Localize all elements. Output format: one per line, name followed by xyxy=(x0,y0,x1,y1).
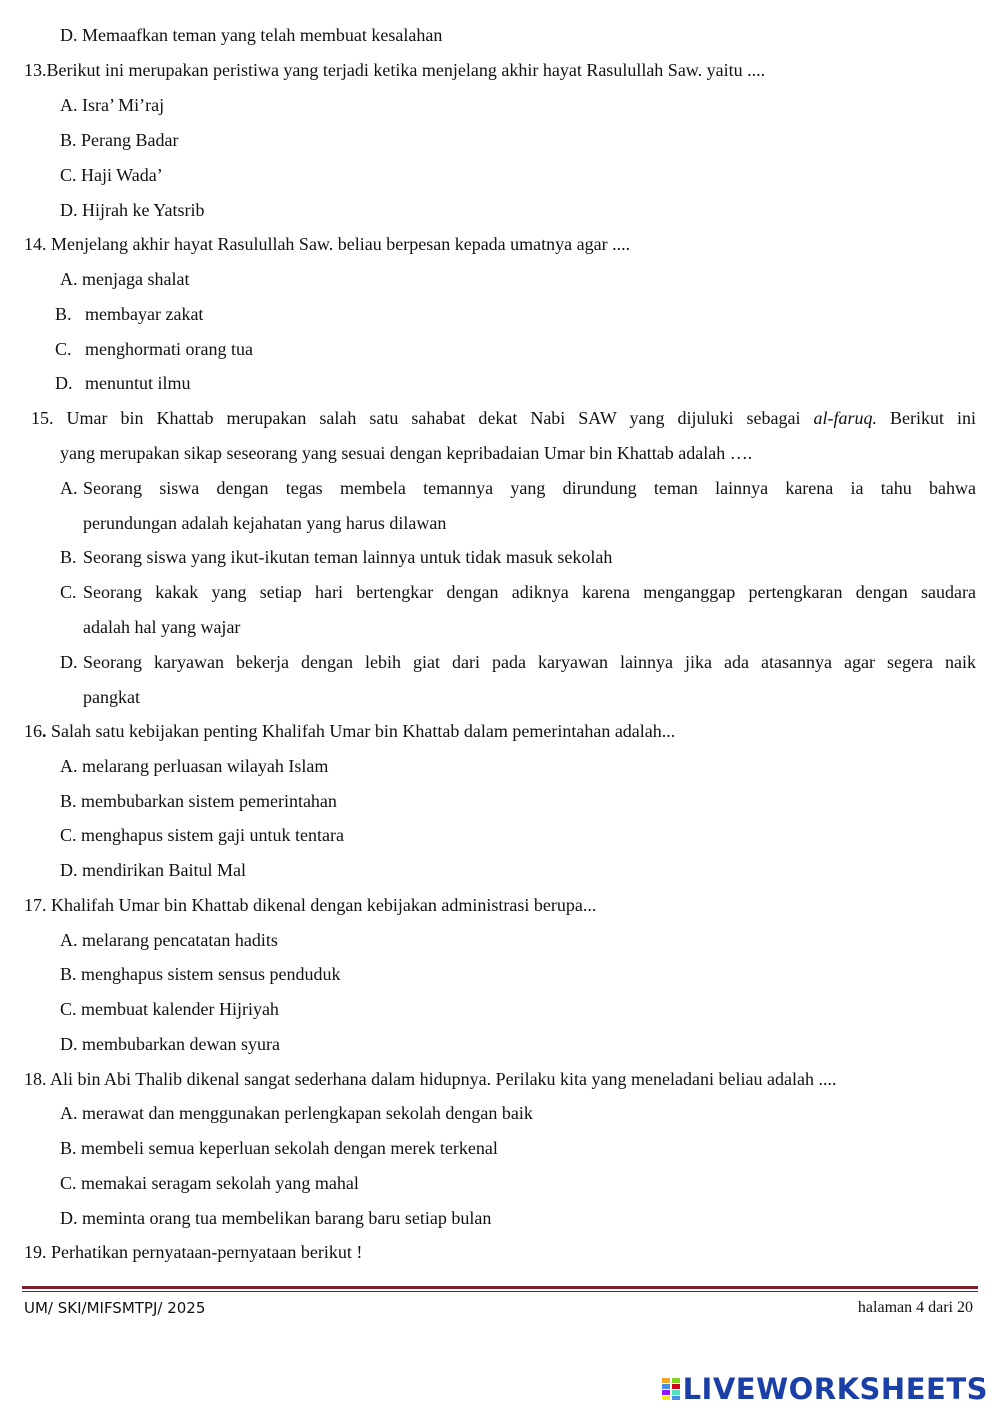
option-prev-d: D. Memaafkan teman yang telah membuat kesalahan xyxy=(60,25,443,45)
q17-option-b[interactable]: B. menghapus sistem sensus penduduk xyxy=(60,964,341,984)
question-14-stem: 14. Menjelang akhir hayat Rasulullah Saw. beliau berpesan kepada umatnya agar .... xyxy=(24,234,631,254)
q18-option-a[interactable]: A. merawat dan menggunakan perlengkapan sekolah dengan baik xyxy=(60,1103,533,1123)
q13-option-a[interactable]: A. Isra’ Mi’raj xyxy=(60,95,165,115)
option-text: Seorang siswa yang ikut-ikutan teman lainnya untuk tidak masuk sekolah xyxy=(83,547,613,567)
q17-option-a[interactable]: A. melarang pencatatan hadits xyxy=(60,930,278,950)
q17-option-c[interactable]: C. membuat kalender Hijriyah xyxy=(60,999,279,1019)
liveworksheets-logo-icon xyxy=(662,1378,680,1400)
q15-option-c-cont: adalah hal yang wajar xyxy=(83,617,241,637)
question-15-stem-line2: yang merupakan sikap seseorang yang sesuai dengan kepribadaian Umar bin Khattab adalah …. xyxy=(60,443,753,463)
q13-option-d[interactable]: D. Hijrah ke Yatsrib xyxy=(60,200,205,220)
option-text: membayar zakat xyxy=(85,304,204,324)
q15-option-d-cont: pangkat xyxy=(83,687,140,707)
option-text: Seorang kakak yang setiap hari bertengkar dengan adiknya karena menganggap pertengkaran dengan saudara xyxy=(83,582,976,602)
q15-option-b[interactable] xyxy=(60,546,612,568)
question-number-dot: . xyxy=(42,721,47,741)
option-label: D. xyxy=(55,373,73,393)
q16-option-a[interactable]: A. melarang perluasan wilayah Islam xyxy=(60,756,329,776)
question-13-stem: 13.Berikut ini merupakan peristiwa yang terjadi ketika menjelang akhir hayat Rasulullah Saw. yaitu .... xyxy=(24,60,766,80)
q16-option-c[interactable]: C. menghapus sistem gaji untuk tentara xyxy=(60,825,344,845)
stem-text: Salah satu kebijakan penting Khalifah Umar bin Khattab dalam pemerintahan adalah... xyxy=(46,721,676,741)
q14-option-c[interactable] xyxy=(55,338,253,360)
q13-option-b[interactable]: B. Perang Badar xyxy=(60,130,179,150)
q18-option-c[interactable]: C. memakai seragam sekolah yang mahal xyxy=(60,1173,359,1193)
stem-text: 15. Umar bin Khattab merupakan salah satu sahabat dekat Nabi SAW yang dijuluki sebagai xyxy=(31,408,801,428)
option-text: menuntut ilmu xyxy=(85,373,191,393)
option-label: C. xyxy=(55,339,72,359)
footer-rule-thin xyxy=(22,1291,978,1292)
q17-option-d[interactable]: D. membubarkan dewan syura xyxy=(60,1034,280,1054)
option-label: A. xyxy=(60,478,78,498)
option-label: B. xyxy=(60,547,77,567)
footer-code: UM/ SKI/MIFSMTPJ/ 2025 xyxy=(24,1299,206,1317)
option-text: Seorang siswa dengan tegas membela temannya yang dirundung teman lainnya karena ia tahu bahwa xyxy=(83,478,976,498)
option-text: Seorang karyawan bekerja dengan lebih giat dari pada karyawan lainnya jika ada atasannya agar segera naik xyxy=(83,652,976,672)
q18-option-d[interactable]: D. meminta orang tua membelikan barang baru setiap bulan xyxy=(60,1208,492,1228)
footer-page-number: halaman 4 dari 20 xyxy=(857,1299,973,1316)
q15-option-a-cont: perundungan adalah kejahatan yang harus dilawan xyxy=(83,513,447,533)
q18-option-b[interactable]: B. membeli semua keperluan sekolah dengan merek terkenal xyxy=(60,1138,498,1158)
question-number: 16 xyxy=(24,721,42,741)
question-19-stem: 19. Perhatikan pernyataan-pernyataan berikut ! xyxy=(24,1242,363,1262)
q16-option-d[interactable]: D. mendirikan Baitul Mal xyxy=(60,860,246,880)
stem-text: Berikut ini xyxy=(890,408,976,428)
option-label: B. xyxy=(55,304,72,324)
question-18-stem: 18. Ali bin Abi Thalib dikenal sangat sederhana dalam hidupnya. Perilaku kita yang meneladani beliau adalah .... xyxy=(24,1069,837,1089)
q13-option-c[interactable]: C. Haji Wada’ xyxy=(60,165,163,185)
footer-rule-thick xyxy=(22,1286,978,1289)
option-label: C. xyxy=(60,582,77,602)
q14-option-b[interactable] xyxy=(55,303,203,325)
liveworksheets-brand[interactable] xyxy=(662,1372,988,1406)
question-15-stem-line1 xyxy=(31,407,976,429)
option-label: D. xyxy=(60,652,78,672)
q14-option-a[interactable]: A. menjaga shalat xyxy=(60,269,190,289)
stem-italic-term: al-faruq. xyxy=(813,408,877,428)
q15-option-a[interactable] xyxy=(60,477,976,499)
q14-option-d[interactable] xyxy=(55,372,191,394)
option-text: menghormati orang tua xyxy=(85,339,253,359)
q15-option-c[interactable] xyxy=(60,581,976,603)
q15-option-d[interactable] xyxy=(60,651,976,673)
q16-option-b[interactable]: B. membubarkan sistem pemerintahan xyxy=(60,791,337,811)
question-17-stem: 17. Khalifah Umar bin Khattab dikenal dengan kebijakan administrasi berupa... xyxy=(24,895,597,915)
brand-name: LIVEWORKSHEETS xyxy=(682,1372,988,1406)
question-16-stem xyxy=(24,720,675,742)
